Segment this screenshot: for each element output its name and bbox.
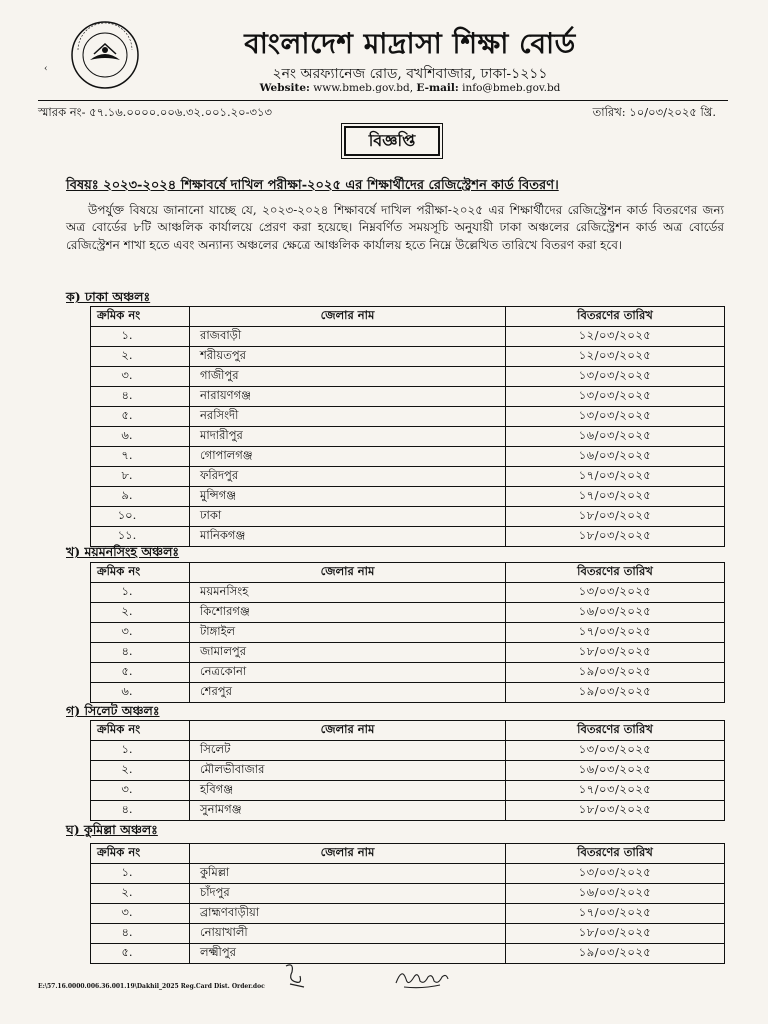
date-cell: ১৯/০৩/২০২৫ bbox=[506, 663, 725, 683]
serial-cell: ৪. bbox=[91, 643, 190, 663]
file-path-footer: E:\57.16.0000.006.36.001.19\Dakhil_2025 Reg.Card Dist. Order.doc bbox=[38, 983, 265, 990]
district-cell: লক্ষ্মীপুর bbox=[190, 944, 506, 964]
table-row bbox=[91, 741, 725, 761]
table-row bbox=[91, 603, 725, 623]
district-cell: ব্রাহ্মণবাড়ীয়া bbox=[190, 904, 506, 924]
district-header: জেলার নাম bbox=[190, 721, 506, 741]
serial-header: ক্রমিক নং bbox=[91, 307, 190, 327]
table-row bbox=[91, 507, 725, 527]
distribution-table bbox=[90, 720, 725, 821]
serial-cell: ১০. bbox=[91, 507, 190, 527]
date-cell: ১৯/০৩/২০২৫ bbox=[506, 683, 725, 703]
serial-cell: ২. bbox=[91, 603, 190, 623]
district-cell: মৌলভীবাজার bbox=[190, 761, 506, 781]
district-cell: মুন্সিগঞ্জ bbox=[190, 487, 506, 507]
date-cell: ১৬/০৩/২০২৫ bbox=[506, 603, 725, 623]
website-label: Website: bbox=[259, 82, 310, 94]
serial-cell: ১. bbox=[91, 583, 190, 603]
table-header-row bbox=[91, 721, 725, 741]
notice-body: উপর্যুক্ত বিষয়ে জানানো যাচ্ছে যে, ২০২৩-২০২৪ শিক্ষাবর্ষে দাখিল পরীক্ষা-২০২৫ এর শিক্ষার্থীদের রেজিস্ট্রেশন কার্ড বিতরণের জন্য অত্র বোর্ডের ৮টি আঞ্চলিক কার্যালয়ে প্রেরণ করা হয়েছে। নিম্নবর্ণিত সময়সূচি অনুযায়ী ঢাকা অঞ্চলের রেজিস্ট্রেশন কার্ড অত্র বোর্ডের রেজিস্ট্রেশন শাখা হতে এবং অন্যান্য অঞ্চলের ক্ষেত্রে আঞ্চলিক কার্যালয় হতে নিম্নে উল্লেখিত তারিখে বিতরণ করা হবে। bbox=[66, 203, 724, 252]
district-cell: কুমিল্লা bbox=[190, 864, 506, 884]
date-cell: ১৬/০৩/২০২৫ bbox=[506, 447, 725, 467]
date-cell: ১২/০৩/২০২৫ bbox=[506, 327, 725, 347]
district-cell: নরসিংদী bbox=[190, 407, 506, 427]
date-cell: ১৭/০৩/২০২৫ bbox=[506, 781, 725, 801]
notice-heading: বিজ্ঞপ্তি bbox=[344, 126, 440, 156]
district-cell: গাজীপুর bbox=[190, 367, 506, 387]
table-row bbox=[91, 623, 725, 643]
table-row bbox=[91, 864, 725, 884]
notice-subject: বিষয়ঃ ২০২৩-২০২৪ শিক্ষাবর্ষে দাখিল পরীক্ষা-২০২৫ এর শিক্ষার্থীদের রেজিস্ট্রেশন কার্ড বিতরণ। bbox=[66, 178, 559, 193]
date-cell: ১৮/০৩/২০২৫ bbox=[506, 924, 725, 944]
district-cell: টাঙ্গাইল bbox=[190, 623, 506, 643]
distribution-table bbox=[90, 306, 725, 547]
serial-cell: ৪. bbox=[91, 387, 190, 407]
serial-cell: ২. bbox=[91, 347, 190, 367]
table-row bbox=[91, 904, 725, 924]
district-cell: নোয়াখালী bbox=[190, 924, 506, 944]
serial-cell: ৫. bbox=[91, 407, 190, 427]
edge-mark: ‹ bbox=[44, 64, 48, 74]
date-cell: ১৩/০৩/২০২৫ bbox=[506, 741, 725, 761]
serial-cell: ১. bbox=[91, 327, 190, 347]
region-title: ক) ঢাকা অঞ্চলঃ bbox=[66, 289, 151, 304]
table-row bbox=[91, 327, 725, 347]
serial-cell: ৫. bbox=[91, 663, 190, 683]
table-row bbox=[91, 527, 725, 547]
date-cell: ১৮/০৩/২০২৫ bbox=[506, 527, 725, 547]
table-header-row bbox=[91, 563, 725, 583]
signature-initial bbox=[280, 960, 310, 994]
date-cell: ১৭/০৩/২০২৫ bbox=[506, 487, 725, 507]
date-cell: ১৩/০৩/২০২৫ bbox=[506, 387, 725, 407]
district-cell: গোপালগঞ্জ bbox=[190, 447, 506, 467]
date-cell: ১৮/০৩/২০২৫ bbox=[506, 507, 725, 527]
serial-cell: ৩. bbox=[91, 367, 190, 387]
table-row bbox=[91, 387, 725, 407]
district-cell: শরীয়তপুর bbox=[190, 347, 506, 367]
serial-header: ক্রমিক নং bbox=[91, 563, 190, 583]
serial-cell: ২. bbox=[91, 761, 190, 781]
table-row bbox=[91, 347, 725, 367]
notice-date: তারিখ: ১০/০৩/২০২৫ খ্রি. bbox=[592, 105, 716, 119]
board-logo-seal bbox=[70, 20, 140, 90]
region-title: ঘ) কুমিল্লা অঞ্চলঃ bbox=[66, 822, 158, 837]
serial-cell: ৩. bbox=[91, 904, 190, 924]
district-cell: কিশোরগঞ্জ bbox=[190, 603, 506, 623]
table-row bbox=[91, 944, 725, 964]
board-address: ২নং অরফ্যানেজ রোড, বখশিবাজার, ঢাকা-১২১১ bbox=[272, 66, 548, 82]
district-cell: মাদারীপুর bbox=[190, 427, 506, 447]
date-header: বিতরণের তারিখ bbox=[506, 563, 725, 583]
serial-cell: ৬. bbox=[91, 427, 190, 447]
district-cell: ময়মনসিংহ bbox=[190, 583, 506, 603]
table-row bbox=[91, 487, 725, 507]
distribution-table bbox=[90, 562, 725, 703]
serial-cell: ১১. bbox=[91, 527, 190, 547]
region-title: গ) সিলেট অঞ্চলঃ bbox=[66, 703, 160, 718]
district-header: জেলার নাম bbox=[190, 844, 506, 864]
date-cell: ১৬/০৩/২০২৫ bbox=[506, 884, 725, 904]
serial-cell: ২. bbox=[91, 884, 190, 904]
date-cell: ১৩/০৩/২০২৫ bbox=[506, 407, 725, 427]
date-header: বিতরণের তারিখ bbox=[506, 721, 725, 741]
district-header: জেলার নাম bbox=[190, 563, 506, 583]
table-row bbox=[91, 583, 725, 603]
table-row bbox=[91, 663, 725, 683]
serial-cell: ৮. bbox=[91, 467, 190, 487]
date-cell: ১৬/০৩/২০২৫ bbox=[506, 427, 725, 447]
region-title: খ) ময়মনসিংহ অঞ্চলঃ bbox=[66, 544, 180, 559]
district-cell: জামালপুর bbox=[190, 643, 506, 663]
district-cell: ঢাকা bbox=[190, 507, 506, 527]
date-header: বিতরণের তারিখ bbox=[506, 844, 725, 864]
serial-cell: ৫. bbox=[91, 944, 190, 964]
date-cell: ১৭/০৩/২০২৫ bbox=[506, 904, 725, 924]
serial-cell: ৬. bbox=[91, 683, 190, 703]
table-row bbox=[91, 467, 725, 487]
date-cell: ১৭/০৩/২০২৫ bbox=[506, 623, 725, 643]
email-link[interactable]: info@bmeb.gov.bd bbox=[462, 82, 561, 94]
district-cell: মানিকগঞ্জ bbox=[190, 527, 506, 547]
district-cell: সিলেট bbox=[190, 741, 506, 761]
website-link[interactable]: www.bmeb.gov.bd, bbox=[313, 82, 414, 94]
district-cell: শেরপুর bbox=[190, 683, 506, 703]
table-header-row bbox=[91, 844, 725, 864]
serial-cell: ৪. bbox=[91, 801, 190, 821]
table-row bbox=[91, 761, 725, 781]
date-cell: ১৬/০৩/২০২৫ bbox=[506, 761, 725, 781]
date-cell: ১৩/০৩/২০২৫ bbox=[506, 583, 725, 603]
district-cell: সুনামগঞ্জ bbox=[190, 801, 506, 821]
district-cell: নেত্রকোনা bbox=[190, 663, 506, 683]
serial-cell: ৪. bbox=[91, 924, 190, 944]
table-row bbox=[91, 447, 725, 467]
district-cell: ফরিদপুর bbox=[190, 467, 506, 487]
district-cell: রাজবাড়ী bbox=[190, 327, 506, 347]
table-row bbox=[91, 367, 725, 387]
district-cell: নারায়ণগঞ্জ bbox=[190, 387, 506, 407]
memo-number: স্মারক নং- ৫৭.১৬.০০০০.০০৬.৩২.০০১.২০-৩১৩ bbox=[38, 105, 272, 119]
district-cell: চাঁদপুর bbox=[190, 884, 506, 904]
district-header: জেলার নাম bbox=[190, 307, 506, 327]
email-label: E-mail: bbox=[416, 82, 459, 94]
serial-cell: ৭. bbox=[91, 447, 190, 467]
table-header-row bbox=[91, 307, 725, 327]
date-cell: ১৭/০৩/২০২৫ bbox=[506, 467, 725, 487]
date-header: বিতরণের তারিখ bbox=[506, 307, 725, 327]
date-cell: ১৩/০৩/২০২৫ bbox=[506, 367, 725, 387]
date-cell: ১৮/০৩/২০২৫ bbox=[506, 801, 725, 821]
date-cell: ১৮/০৩/২০২৫ bbox=[506, 643, 725, 663]
distribution-table bbox=[90, 843, 725, 964]
date-cell: ১৩/০৩/২০২৫ bbox=[506, 864, 725, 884]
board-name-title: বাংলাদেশ মাদ্রাসা শিক্ষা বোর্ড bbox=[244, 27, 576, 60]
serial-cell: ৩. bbox=[91, 781, 190, 801]
table-row bbox=[91, 801, 725, 821]
table-row bbox=[91, 407, 725, 427]
board-contact bbox=[150, 82, 670, 94]
serial-header: ক্রমিক নং bbox=[91, 844, 190, 864]
table-row bbox=[91, 683, 725, 703]
header-divider bbox=[38, 100, 728, 101]
serial-cell: ১. bbox=[91, 741, 190, 761]
date-cell: ১৯/০৩/২০২৫ bbox=[506, 944, 725, 964]
table-row bbox=[91, 643, 725, 663]
table-row bbox=[91, 924, 725, 944]
serial-header: ক্রমিক নং bbox=[91, 721, 190, 741]
serial-cell: ৯. bbox=[91, 487, 190, 507]
table-row bbox=[91, 427, 725, 447]
table-row bbox=[91, 781, 725, 801]
district-cell: হবিগঞ্জ bbox=[190, 781, 506, 801]
signature-officer bbox=[392, 965, 452, 995]
serial-cell: ৩. bbox=[91, 623, 190, 643]
serial-cell: ১. bbox=[91, 864, 190, 884]
date-cell: ১২/০৩/২০২৫ bbox=[506, 347, 725, 367]
table-row bbox=[91, 884, 725, 904]
